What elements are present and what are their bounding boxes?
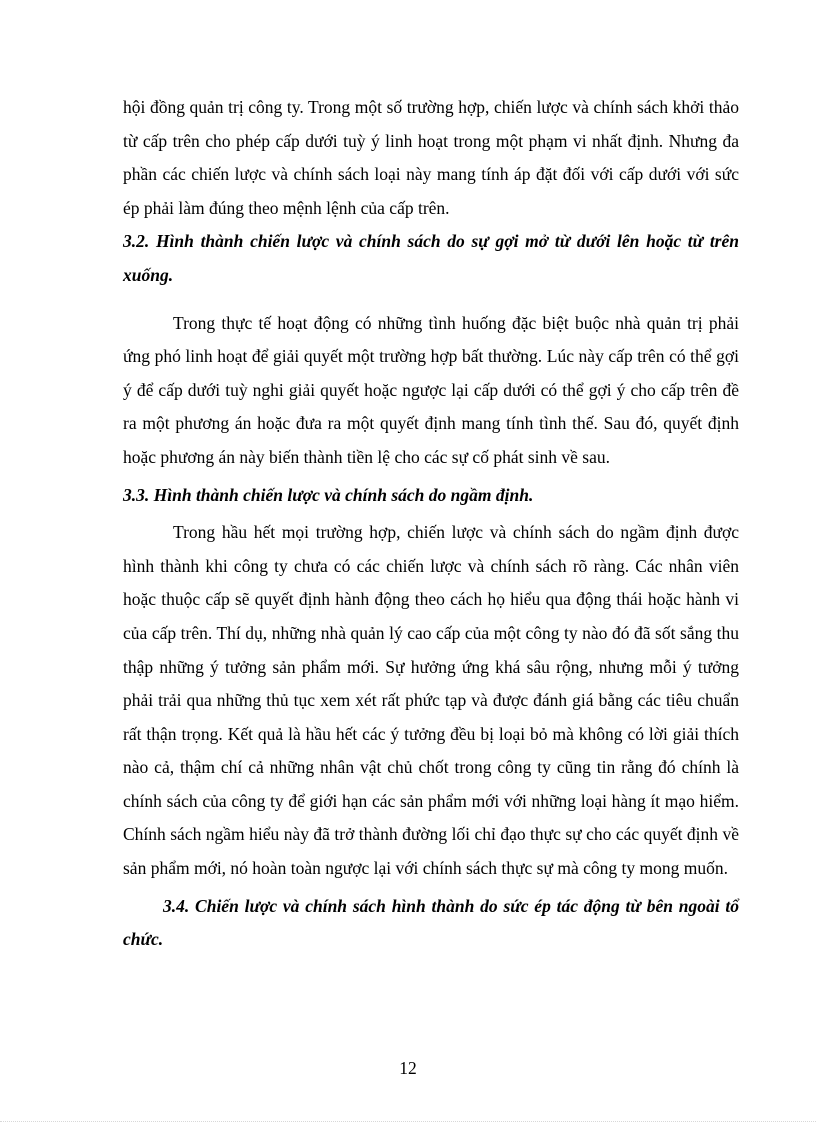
spacer <box>123 293 739 307</box>
paragraph-3-2-body: Trong thực tế hoạt động có những tình huống đặc biệt buộc nhà quản trị phải ứng phó linh hoạt để giải quyết một trường hợp bất thường. Lúc này cấp trên có thể gợi ý để cấp dưới tuỳ nghi giải quyết hoặc ngược lại cấp dưới có thể gợi ý cho cấp trên đề ra một phương án hoặc đưa ra một quyết định mang tính tình thế. Sau đó, quyết định hoặc phương án này biến thành tiền lệ cho các sự cố phát sinh về sau. <box>123 312 739 467</box>
paragraph-continuation: hội đồng quản trị công ty. Trong một số trường hợp, chiến lược và chính sách khởi thảo từ cấp trên cho phép cấp dưới tuỳ ý linh hoạt trong một phạm vi nhất định. Nhưng đa phần các chiến lược và chính sách loại này mang tính áp đặt đối với cấp dưới với sức ép phải làm đúng theo mệnh lệnh của cấp trên. <box>123 97 739 218</box>
page-number: 12 <box>399 1058 417 1078</box>
section-heading-3-2: 3.2. Hình thành chiến lược và chính sách do sự gợi mở từ dưới lên hoặc từ trên xuống. <box>123 231 739 285</box>
page-bottom-border <box>0 1121 816 1122</box>
page-body <box>123 91 739 957</box>
section-heading-3-4: 3.4. Chiến lược và chính sách hình thành do sức ép tác động từ bên ngoài tổ chức. <box>123 895 739 950</box>
paragraph-3-3-body: Trong hầu hết mọi trường hợp, chiến lược và chính sách do ngầm định được hình thành khi công ty chưa có các chiến lược và chính sách rõ ràng. Các nhân viên hoặc thuộc cấp sẽ quyết định hành động theo cách họ hiểu qua động thái hoặc hành vi của cấp trên. Thí dụ, những nhà quản lý cao cấp của một công ty nào đó đã sốt sắng thu thập những ý tưởng sản phẩm mới. Sự hưởng ứng khá sâu rộng, nhưng mỗi ý tưởng phải trải qua những thủ tục xem xét rất phức tạp và được đánh giá bằng các tiêu chuẩn rất thận trọng. Kết quả là hầu hết các ý tưởng đều bị loại bỏ mà không có lời giải thích nào cả, thậm chí cả những nhân vật chủ chốt trong công ty cũng tin rằng đó chính là chính sách của công ty để giới hạn các sản phẩm mới với những loại hàng ít mạo hiểm. Chính sách ngầm hiểu này đã trở thành đường lối chỉ đạo thực sự cho các quyết định về sản phẩm mới, nó hoàn toàn ngược lại với chính sách thực sự mà công ty mong muốn. <box>123 522 739 879</box>
section-heading-3-3: 3.3. Hình thành chiến lược và chính sách do ngầm định. <box>123 484 534 505</box>
